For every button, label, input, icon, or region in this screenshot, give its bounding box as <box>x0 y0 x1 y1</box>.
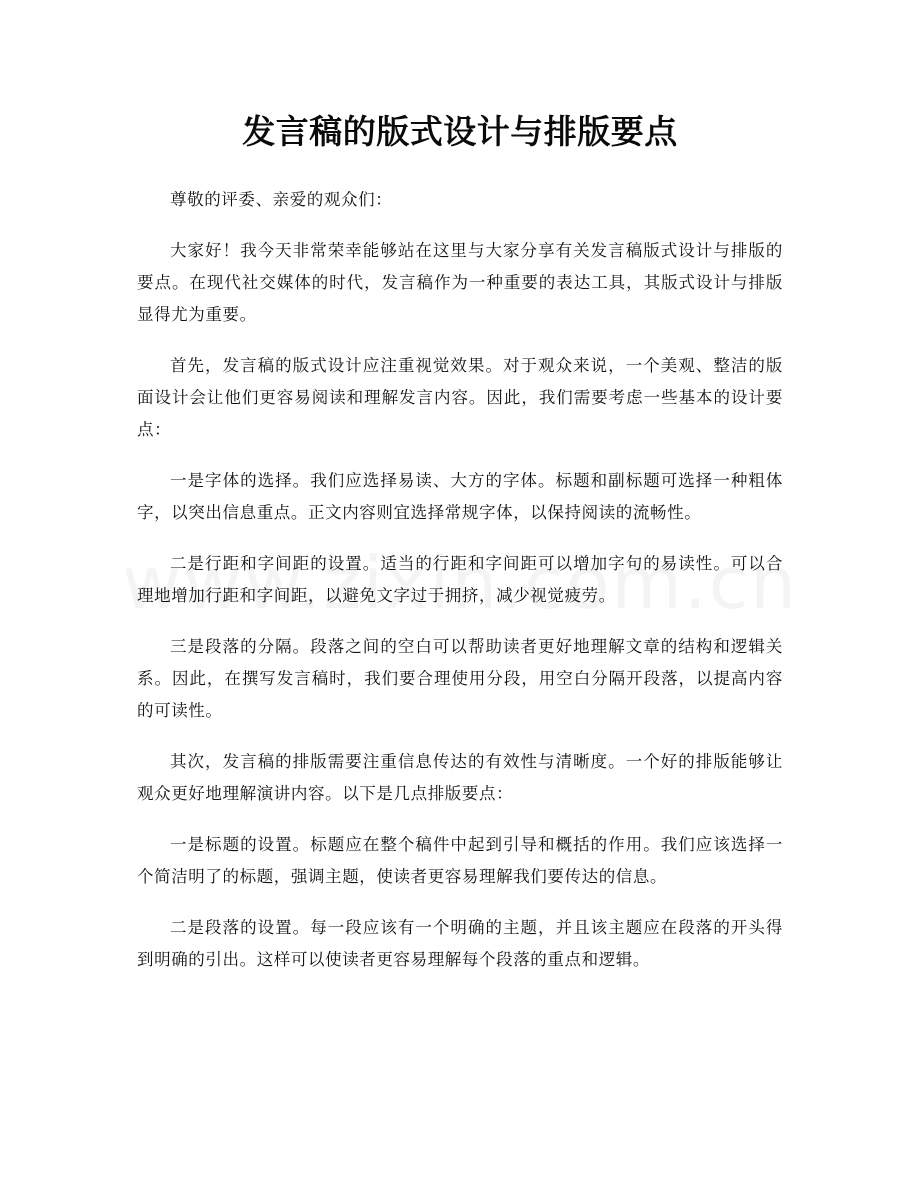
paragraph-salutation: 尊敬的评委、亲爱的观众们： <box>170 190 393 209</box>
paragraph-typesetting: 其次，发言稿的排版需要注重信息传达的有效性与清晰度。一个好的排版能够让观众更好地理解演讲内容。以下是几点排版要点： <box>137 752 783 803</box>
paragraph-paragraph-setting: 二是段落的设置。每一段应该有一个明确的主题，并且该主题应在段落的开头得到明确的引出。这样可以使读者更容易理解每个段落的重点和逻辑。 <box>137 918 783 969</box>
paragraph-greeting: 大家好！我今天非常荣幸能够站在这里与大家分享有关发言稿版式设计与排版的要点。在现代社交媒体的时代，发言稿作为一种重要的表达工具，其版式设计与排版显得尤为重要。 <box>137 241 783 324</box>
paragraph-layout-design: 首先，发言稿的版式设计应注重视觉效果。对于观众来说，一个美观、整洁的版面设计会让他们更容易阅读和理解发言内容。因此，我们需要考虑一些基本的设计要点： <box>137 356 783 439</box>
paragraph-spacing: 二是行距和字间距的设置。适当的行距和字间距可以增加字句的易读性。可以合理地增加行距和字间距，以避免文字过于拥挤，减少视觉疲劳。 <box>137 554 783 605</box>
document-body <box>137 184 783 995</box>
paragraph-separation: 三是段落的分隔。段落之间的空白可以帮助读者更好地理解文章的结构和逻辑关系。因此，在撰写发言稿时，我们要合理使用分段，用空白分隔开段落，以提高内容的可读性。 <box>137 637 783 720</box>
paragraph-font-choice: 一是字体的选择。我们应选择易读、大方的字体。标题和副标题可选择一种粗体字，以突出信息重点。正文内容则宜选择常规字体，以保持阅读的流畅性。 <box>137 471 783 522</box>
paragraph-title-setting: 一是标题的设置。标题应在整个稿件中起到引导和概括的作用。我们应该选择一个简洁明了的标题，强调主题，使读者更容易理解我们要传达的信息。 <box>137 835 783 886</box>
document-title: 发言稿的版式设计与排版要点 <box>242 112 678 151</box>
